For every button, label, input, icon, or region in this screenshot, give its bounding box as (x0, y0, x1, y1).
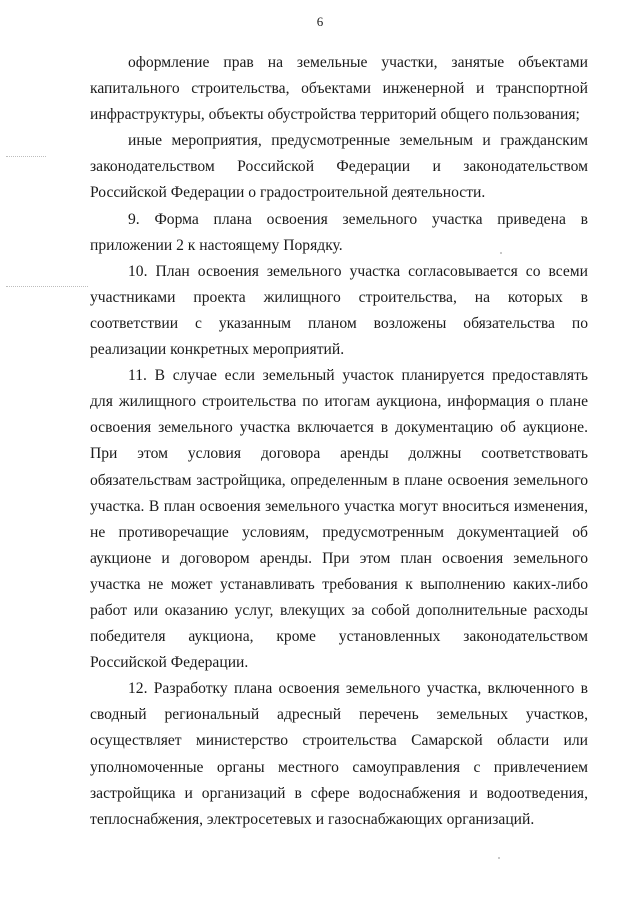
paragraph-item-11: 11. В случае если земельный участок планируется предоставлять для жилищного строительства по итогам аукциона, информация о плане освоения земельного участка включается в документацию об аукционе. При этом условия договора аренды должны соответствовать обязательствам застройщика, определенным в плане освоения земельного участка. В план освоения земельного участка могут вноситься изменения, не противоречащие условиям, предусмотренным документацией об аукционе и договором аренды. При этом план освоения земельного участка не может устанавливать требования к выполнению каких-либо работ или оказанию услуг, влекущих за собой дополнительные расходы победителя аукциона, кроме установленных законодательством Российской Федерации. (90, 367, 588, 672)
paragraph-item-9: 9. Форма плана освоения земельного участка приведена в приложении 2 к настоящему Порядку. (90, 210, 588, 254)
scan-speck (498, 857, 500, 859)
page-number: 6 (316, 14, 324, 29)
paragraph-other-measures: иные мероприятия, предусмотренные земельным и гражданским законодательством Российской Федерации и законодательством Российской Федерации о градостроительной деятельности. (90, 132, 588, 202)
scan-margin-dots (6, 286, 88, 288)
document-body (90, 50, 588, 833)
paragraph-item-10: 10. План освоения земельного участка согласовывается со всеми участниками проекта жилищного строительства, на которых в соответствии с указанным планом возложены обязательства по реализации конкретных мероприятий. (90, 262, 588, 359)
scan-margin-dots (6, 156, 46, 158)
paragraph-item-12: 12. Разработку плана освоения земельного участка, включенного в сводный региональный адресный перечень земельных участков, осуществляет министерство строительства Самарской области или уполномоченные органы местного самоуправления с привлечением застройщика и организаций в сфере водоснабжения и водоотведения, теплоснабжения, электросетевых и газоснабжающих организаций. (90, 680, 588, 828)
paragraph-land-rights: оформление прав на земельные участки, занятые объектами капитального строительства, объектами инженерной и транспортной инфраструктуры, объекты обустройства территорий общего пользования; (90, 54, 588, 124)
